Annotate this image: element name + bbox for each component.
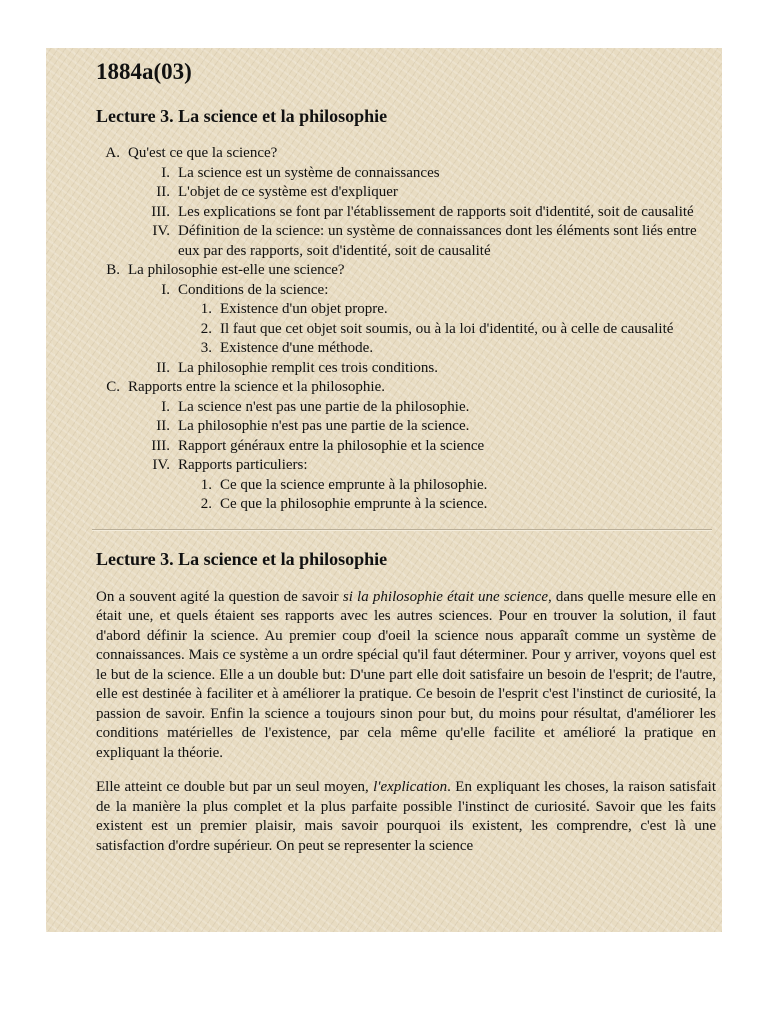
outline-marker: 1. — [200, 476, 212, 493]
paragraph-text: On a souvent agité la question de savoir — [96, 588, 343, 605]
outline-text: Rapport généraux entre la philosophie et la science — [178, 437, 485, 454]
outline-marker: III. — [151, 437, 170, 454]
outline-text: La philosophie n'est pas une partie de la science. — [178, 418, 470, 434]
outline-text: Conditions de la science: — [178, 281, 329, 298]
section-divider — [92, 529, 712, 531]
outline-subitem — [96, 183, 716, 203]
paragraph-text: Elle atteint ce double but par un seul moyen, — [96, 779, 374, 795]
paragraph-emphasis: si la philosophie était une science — [342, 588, 548, 605]
paragraph-text: . En expliquant les choses, la raison satisfait de la manière la plus complet et la plus parfaite possible l'instinct de curiosité. Savoir que les faits existent est un premier plaisir, mais savoir pourquoi ils existent, les comprendre, c'est là une satisfaction d'ordre supérieur. On peut se representer la science — [96, 779, 716, 854]
outline-numbered-item — [96, 300, 716, 320]
outline-text: La science n'est pas une partie de la philosophie. — [178, 398, 470, 415]
outline-marker: 3. — [200, 340, 212, 356]
outline-marker: I. — [161, 164, 170, 181]
outline-marker: IV. — [152, 223, 170, 239]
outline-marker: 1. — [200, 301, 212, 317]
outline-marker: B. — [106, 262, 120, 278]
outline-text: L'objet de ce système est d'expliquer — [178, 184, 398, 200]
outline-text: Définition de la science: un système de connaissances dont les éléments sont liés entre eux par des rapports, soit d'identité, soit de causalité — [178, 223, 697, 259]
outline-text: Existence d'une méthode. — [220, 340, 374, 356]
outline-text: Qu'est ce que la science? — [128, 145, 278, 161]
document-page — [46, 48, 722, 932]
outline-subitem — [96, 203, 716, 223]
outline-text: Existence d'un objet propre. — [220, 301, 388, 317]
document-id-heading: 1884a(03) — [96, 59, 192, 84]
outline-marker: 2. — [200, 320, 212, 337]
outline-text: Rapports particuliers: — [178, 457, 308, 473]
outline-subitem — [96, 164, 716, 184]
outline-marker: 2. — [200, 496, 212, 512]
outline-text: Il faut que cet objet soit soumis, ou à la loi d'identité, ou à celle de causalité — [220, 320, 674, 337]
body-title: Lecture 3. La science et la philosophie — [96, 548, 388, 569]
outline-marker: C. — [106, 379, 120, 395]
paragraph-emphasis: l'explication — [373, 779, 448, 795]
outline-numbered-item — [96, 339, 716, 359]
outline-numbered-item — [96, 476, 716, 496]
outline-title: Lecture 3. La science et la philosophie — [96, 106, 388, 126]
document-content — [96, 58, 716, 856]
outline-text: Rapports entre la science et la philosophie. — [128, 379, 385, 395]
outline-marker: A. — [105, 145, 120, 161]
outline-subitem — [96, 359, 716, 379]
outline-text: La philosophie remplit ces trois conditions. — [178, 359, 438, 376]
outline-item-c — [96, 378, 716, 398]
outline-marker: II. — [156, 418, 170, 434]
outline-list — [96, 144, 716, 515]
outline-marker: I. — [161, 398, 170, 415]
outline-numbered-item — [96, 495, 716, 515]
outline-item-b — [96, 261, 716, 281]
body-paragraph-2 — [96, 778, 716, 856]
outline-text: La science est un système de connaissances — [178, 164, 440, 181]
outline-subitem — [96, 437, 716, 457]
outline-marker: III. — [151, 203, 170, 220]
outline-subitem — [96, 456, 716, 476]
outline-subitem — [96, 417, 716, 437]
outline-marker: IV. — [152, 457, 170, 473]
outline-marker: II. — [156, 184, 170, 200]
outline-text: Ce que la philosophie emprunte à la science. — [220, 496, 488, 512]
outline-subitem — [96, 222, 716, 261]
outline-marker: II. — [156, 359, 170, 376]
body-paragraph-1 — [96, 588, 716, 764]
outline-subitem — [96, 398, 716, 418]
outline-text: Les explications se font par l'établissement de rapports soit d'identité, soit de causalité — [178, 203, 694, 220]
paragraph-text: , dans quelle mesure elle en était une, et quels étaient ses rapports avec les autres sciences. Pour en trouver la solution, il faut d'abord définir la science. Au premier coup d'oeil la science nous apparaît comme un système de connaissances. Mais ce système a un ordre spécial qu'il faut déterminer. Pour y arriver, voyons quel est le but de la science. Elle a un double but: D'une part elle doit satisfaire un besoin de l'esprit; de l'autre, elle est destinée à faciliter et à améliorer la pratique. Ce besoin de l'esprit c'est l'instinct de curiosité, la passion de savoir. Enfin la science a toujours sinon pour but, du moins pour résultat, d'améliorer les conditions matérielles de l'existence, par cela même qu'elle facilite et amélioré la pratique en expliquant la théorie. — [96, 588, 716, 761]
outline-text: La philosophie est-elle une science? — [128, 262, 345, 278]
outline-numbered-item — [96, 320, 716, 340]
outline-text: Ce que la science emprunte à la philosophie. — [220, 476, 488, 493]
outline-subitem — [96, 281, 716, 301]
outline-item-a — [96, 144, 716, 164]
outline-marker: I. — [161, 281, 170, 298]
